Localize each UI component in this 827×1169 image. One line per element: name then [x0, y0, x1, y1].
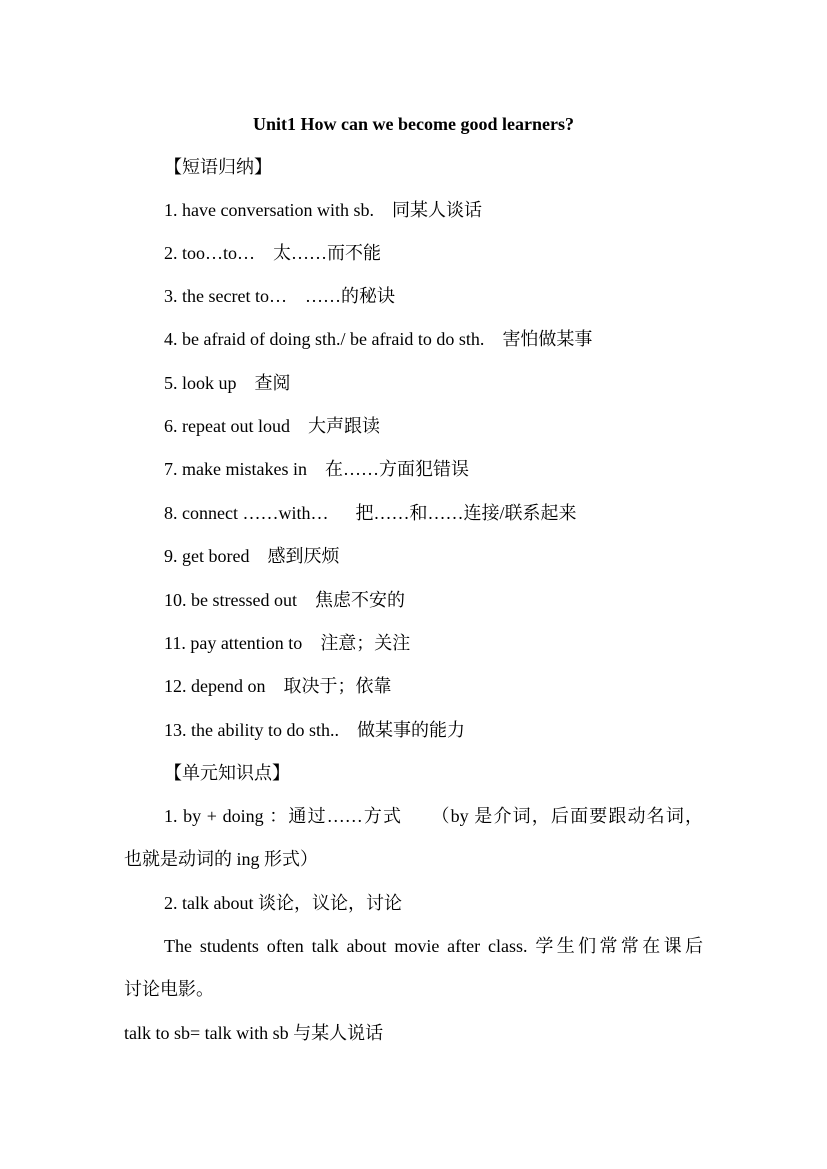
phrase-zh: 查阅 — [254, 373, 291, 393]
phrase-en: 11. pay attention to — [164, 633, 303, 653]
phrase-item-12 — [164, 674, 391, 698]
phrase-item-1 — [164, 198, 482, 222]
example-line-2: 讨论电影。 — [124, 979, 214, 999]
section-heading-knowledge: 【单元知识点】 — [164, 763, 290, 783]
phrase-item-6 — [164, 414, 380, 438]
phrase-item-5 — [164, 371, 291, 395]
phrase-zh: 在……方面犯错误 — [324, 459, 469, 479]
phrase-en: 10. be stressed out — [164, 590, 297, 610]
phrase-zh: 太……而不能 — [273, 243, 382, 263]
phrase-item-13 — [164, 718, 465, 742]
phrase-zh: 大声跟读 — [307, 416, 380, 436]
phrase-item-7 — [164, 457, 469, 481]
phrase-zh: 害怕做某事 — [502, 329, 593, 349]
document-title: Unit1 How can we become good learners? — [253, 114, 574, 134]
phrase-en: 5. look up — [164, 373, 237, 393]
section-heading-phrases: 【短语归纳】 — [164, 157, 272, 177]
point-1-line-1: 1. by + doing ：通过……方式 （by 是介词，后面要跟动名词， — [164, 806, 703, 826]
phrase-en: 7. make mistakes in — [164, 459, 307, 479]
phrase-en: 13. the ability to do sth.. — [164, 720, 339, 740]
phrase-en: 8. connect ……with… — [164, 503, 329, 523]
phrase-en: 1. have conversation with sb. — [164, 200, 374, 220]
talk-to-line: talk to sb= talk with sb 与某人说话 — [124, 1023, 384, 1043]
example-line-1: The students often talk about movie after class. 学生们常常在课后 — [164, 936, 703, 956]
phrase-en: 12. depend on — [164, 676, 266, 696]
phrase-zh: 做某事的能力 — [357, 720, 465, 740]
phrase-en: 9. get bored — [164, 546, 250, 566]
phrase-zh: 同某人谈话 — [391, 200, 482, 220]
phrase-en: 6. repeat out loud — [164, 416, 290, 436]
phrase-item-8 — [164, 501, 577, 525]
phrase-zh: 取决于；依靠 — [283, 676, 392, 696]
phrase-item-10 — [164, 588, 405, 612]
phrase-en: 2. too…to… — [164, 243, 256, 263]
phrase-zh: 注意；关注 — [320, 633, 411, 653]
phrase-item-4 — [164, 327, 592, 351]
phrase-item-2 — [164, 241, 381, 265]
phrase-item-3 — [164, 284, 395, 308]
phrase-zh: 感到厌烦 — [267, 546, 340, 566]
phrase-item-9 — [164, 544, 339, 568]
point-2-heading: 2. talk about 谈论，议论，讨论 — [164, 893, 402, 913]
phrase-en: 4. be afraid of doing sth./ be afraid to do sth. — [164, 329, 485, 349]
phrase-item-11 — [164, 631, 410, 655]
phrase-en: 3. the secret to… — [164, 286, 287, 306]
phrase-zh: 把……和……连接/联系起来 — [355, 503, 577, 523]
point-1-line-2: 也就是动词的 ing 形式） — [124, 849, 319, 869]
phrase-zh: 焦虑不安的 — [314, 590, 405, 610]
phrase-zh: ……的秘诀 — [304, 286, 395, 306]
